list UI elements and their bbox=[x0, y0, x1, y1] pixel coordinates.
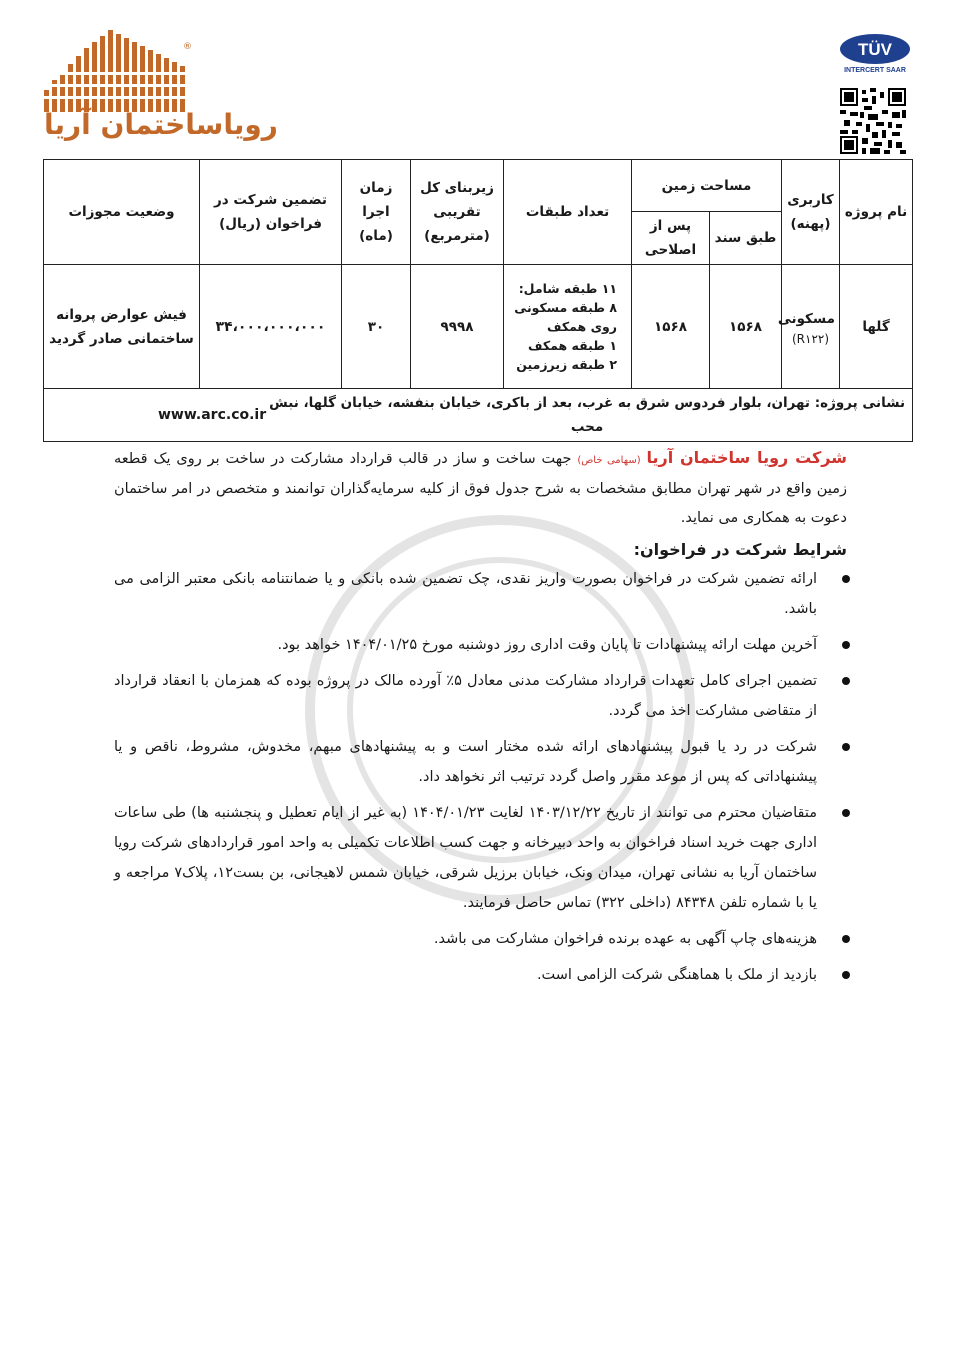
cell-project-name: گلها bbox=[840, 265, 913, 389]
bullet-dot-icon bbox=[842, 575, 850, 583]
header-duration: زمان اجرا (ماه) bbox=[342, 160, 411, 265]
intro-text: جهت ساخت و ساز در قالب قرارداد مشارکت در ساخت بر روی یک قطعه زمین واقع در شهر تهران مطابق مشخصات به شرح جدول فوق از کلیه سرمایه‌گذاران توانمند و متخصص در امر ساختمان دعوت به همکاری می نماید. bbox=[114, 451, 847, 526]
list-item: بازدید از ملک با هماهنگی شرکت الزامی است. bbox=[114, 960, 847, 990]
list-item: شرکت در رد یا قبول پیشنهادهای ارائه شده مختار است و به پیشنهادهای مبهم، مخدوش، مشروط، ناقص و یا پیشنهاداتی که پس از موعد مقرر واصل گردد ترتیب اثر نخواهد داد. bbox=[114, 732, 847, 792]
announcement-body bbox=[114, 443, 847, 996]
floors-line: ۱ طبقه همکف bbox=[527, 338, 617, 353]
list-item: متقاضیان محترم می توانند از تاریخ ۱۴۰۳/۱۲/۲۲ لغایت ۱۴۰۴/۰۱/۲۳ (به غیر از ایام تعطیل و پنجشنبه ها) طی ساعات اداری جهت خرید اسناد فراخوان به واحد دبیرخانه و جهت کسب اطلاعات تکمیلی به واحد امور قراردادهای شرکت رویا ساختمان آریا به نشانی تهران، میدان ونک، خیابان برزیل شرقی، خیابان شمس لاهیجانی، بن بست۱۲، پلاک۷ مراجعه و یا با شماره تلفن ۸۴۳۴۸ (داخلی ۳۲۲) تماس حاصل فرمایند. bbox=[114, 798, 847, 918]
cell-total-area: ۹۹۹۸ bbox=[411, 265, 504, 389]
header-land-area-deed: طبق سند bbox=[710, 212, 782, 265]
header-land-area: مساحت زمین bbox=[632, 160, 782, 212]
floors-line: روی همکف bbox=[547, 319, 617, 334]
bullet-dot-icon bbox=[842, 743, 850, 751]
address-cell bbox=[44, 389, 913, 442]
list-item: ارائه تضمین شرکت در فراخوان بصورت واریز نقدی، چک تضمین شده بانکی و یا ضمانتنامه بانکی معتبر الزامی می باشد. bbox=[114, 564, 847, 624]
bullet-dot-icon bbox=[842, 809, 850, 817]
usage-value: مسکونی bbox=[777, 310, 835, 327]
header-total-area: زیربنای کل تقریبی (مترمربع) bbox=[411, 160, 504, 265]
usage-code: (R۱۲۲) bbox=[791, 331, 830, 346]
permits-line: فیش عوارض پروانه bbox=[56, 306, 187, 323]
header-land-area-after: پس از اصلاحی bbox=[632, 212, 710, 265]
tuv-brand-text: TÜV bbox=[858, 40, 892, 59]
list-item: تضمین اجرای کامل تعهدات قرارداد مشارکت مدنی معادل ۵٪ آورده مالک در پروژه بوده که همزمان با انعقاد قرارداد از متقاضی مشارکت اخذ می گردد. bbox=[114, 666, 847, 726]
list-item: آخرین مهلت ارائه پیشنهادات تا پایان وقت اداری روز دوشنبه مورخ ۱۴۰۴/۰۱/۲۵ خواهد بود. bbox=[114, 630, 847, 660]
floors-line: ۲ طبقه زیرزمین bbox=[516, 357, 617, 372]
header-project-name: نام پروژه bbox=[840, 160, 913, 265]
header-floors: تعداد طبقات bbox=[504, 160, 632, 265]
bullet-dot-icon bbox=[842, 641, 850, 649]
header-guarantee: تضمین شرکت در فراخوان (ریال) bbox=[200, 160, 342, 265]
header-usage: کاربری (پهنه) bbox=[782, 160, 840, 265]
bullet-dot-icon bbox=[842, 677, 850, 685]
list-item: هزینه‌های چاپ آگهی به عهده برنده فراخوان مشارکت می باشد. bbox=[114, 924, 847, 954]
tuv-sub-text: INTERCERT SAAR bbox=[844, 67, 906, 74]
floors-line: ۱۱ طبقه شامل: bbox=[518, 281, 617, 296]
conditions-list bbox=[114, 564, 847, 990]
bullet-dot-icon bbox=[842, 971, 850, 979]
qr-code-icon bbox=[840, 88, 906, 154]
company-name: شرکت رویا ساختمان آریا bbox=[646, 448, 847, 467]
permits-line: ساختمانی صادر گردید bbox=[49, 330, 194, 347]
company-type: (سهامی خاص) bbox=[577, 455, 641, 466]
tuv-cert-icon bbox=[838, 32, 912, 76]
cell-duration: ۳۰ bbox=[342, 265, 411, 389]
registered-mark: ® bbox=[183, 42, 192, 52]
website-link[interactable]: www.arc.co.ir bbox=[158, 407, 267, 423]
table-row bbox=[44, 265, 913, 389]
project-address: نشانی پروژه: تهران، بلوار فردوس شرق به غرب، بعد از باکری، خیابان بنفشه، خیابان گلها، نبش محب bbox=[269, 395, 906, 435]
conditions-title: شرایط شرکت در فراخوان: bbox=[633, 540, 847, 559]
intro-paragraph bbox=[114, 443, 847, 533]
header-permits: وضعیت مجوزات bbox=[44, 160, 200, 265]
cell-land-area-deed: ۱۵۶۸ bbox=[710, 265, 782, 389]
cell-land-area-after: ۱۵۶۸ bbox=[632, 265, 710, 389]
cell-usage bbox=[777, 265, 840, 389]
floors-line: ۸ طبقه مسکونی bbox=[514, 300, 617, 315]
cell-permits bbox=[44, 265, 200, 389]
project-table bbox=[43, 159, 913, 442]
cell-floors bbox=[504, 265, 632, 389]
bullet-dot-icon bbox=[842, 935, 850, 943]
logo-brand-text: رویاساختمان آریا bbox=[44, 108, 278, 141]
cell-guarantee: ۳۴،۰۰۰،۰۰۰،۰۰۰ bbox=[200, 265, 342, 389]
